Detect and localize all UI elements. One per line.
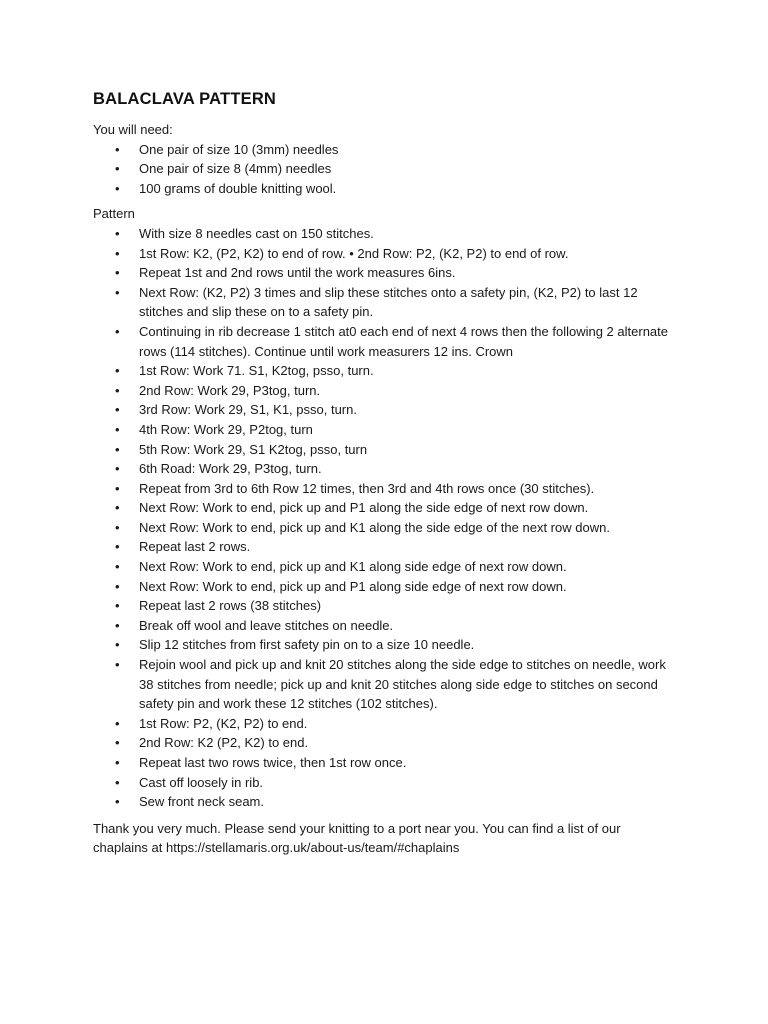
closing-paragraph: Thank you very much. Please send your knitting to a port near you. You can find a list of our chaplains at https://stellamaris.org.uk/about-us/team/#chaplains	[93, 820, 621, 856]
list-item: • Next Row: Work to end, pick up and P1 along the side edge of next row down.	[93, 498, 678, 518]
list-item: • Repeat 1st and 2nd rows until the work measures 6ins.	[93, 263, 678, 283]
list-item: • One pair of size 8 (4mm) needles	[93, 159, 678, 179]
list-item: • Repeat last 2 rows.	[93, 537, 678, 557]
materials-list	[93, 140, 678, 199]
list-item: • 1st Row: Work 71. S1, K2tog, psso, turn.	[93, 361, 678, 381]
page-title: BALACLAVA PATTERN	[93, 90, 277, 108]
list-item: • Next Row: Work to end, pick up and K1 along the side edge of the next row down.	[93, 518, 678, 538]
pattern-steps-list	[93, 224, 678, 812]
list-item: • Next Row: Work to end, pick up and P1 along side edge of next row down.	[93, 577, 678, 597]
list-item: • Cast off loosely in rib.	[93, 773, 678, 793]
list-item: • 1st Row: K2, (P2, K2) to end of row. • 2nd Row: P2, (K2, P2) to end of row.	[93, 244, 678, 264]
pattern-label: Pattern	[93, 206, 135, 222]
list-item: • 100 grams of double knitting wool.	[93, 179, 678, 199]
list-item: • One pair of size 10 (3mm) needles	[93, 140, 678, 160]
list-item: • 2nd Row: Work 29, P3tog, turn.	[93, 381, 678, 401]
list-item: • Next Row: Work to end, pick up and K1 along side edge of next row down.	[93, 557, 678, 577]
list-item: • Repeat last two rows twice, then 1st row once.	[93, 753, 678, 773]
list-item: • Break off wool and leave stitches on needle.	[93, 616, 678, 636]
list-item: • Sew front neck seam.	[93, 792, 678, 812]
list-item: • 4th Row: Work 29, P2tog, turn	[93, 420, 678, 440]
list-item: • Slip 12 stitches from first safety pin on to a size 10 needle.	[93, 635, 678, 655]
list-item: • 3rd Row: Work 29, S1, K1, psso, turn.	[93, 400, 678, 420]
list-item: • Continuing in rib decrease 1 stitch at0 each end of next 4 rows then the following 2 alternate rows (114 stitches). Continue until work measurers 12 ins. Crown	[93, 322, 678, 361]
list-item: • Repeat from 3rd to 6th Row 12 times, then 3rd and 4th rows once (30 stitches).	[93, 479, 678, 499]
list-item: • 6th Road: Work 29, P3tog, turn.	[93, 459, 678, 479]
list-item: • Rejoin wool and pick up and knit 20 stitches along the side edge to stitches on needle, work 38 stitches from needle; pick up and knit 20 stitches along side edge to stitches on second safety pin and work these 12 stitches (102 stitches).	[93, 655, 678, 714]
you-will-need-label: You will need:	[93, 122, 173, 137]
list-item: • Repeat last 2 rows (38 stitches)	[93, 596, 678, 616]
list-item: • 1st Row: P2, (K2, P2) to end.	[93, 714, 678, 734]
list-item: • 2nd Row: K2 (P2, K2) to end.	[93, 733, 678, 753]
list-item: • 5th Row: Work 29, S1 K2tog, psso, turn	[93, 440, 678, 460]
list-item: • Next Row: (K2, P2) 3 times and slip these stitches onto a safety pin, (K2, P2) to last 12 stitches and slip these on to a safety pin.	[93, 283, 678, 322]
list-item: • With size 8 needles cast on 150 stitches.	[93, 224, 678, 244]
